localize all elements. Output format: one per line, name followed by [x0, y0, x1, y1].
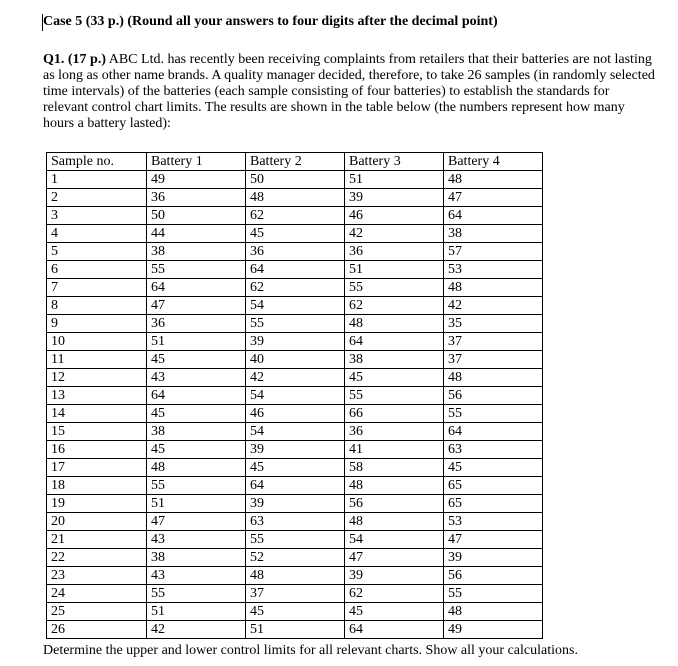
battery-hours-cell: 36 — [147, 315, 246, 333]
battery-hours-cell: 42 — [246, 369, 345, 387]
sample-number-cell: 2 — [47, 189, 147, 207]
sample-number-cell: 8 — [47, 297, 147, 315]
battery-hours-cell: 36 — [345, 423, 444, 441]
question-paragraph — [43, 52, 655, 132]
battery-hours-cell: 56 — [345, 495, 444, 513]
battery-hours-cell: 46 — [345, 207, 444, 225]
sample-number-cell: 1 — [47, 171, 147, 189]
battery-hours-cell: 54 — [246, 297, 345, 315]
battery-hours-cell: 54 — [246, 387, 345, 405]
battery-hours-cell: 64 — [444, 207, 543, 225]
sample-number-cell: 5 — [47, 243, 147, 261]
battery-hours-cell: 39 — [345, 189, 444, 207]
column-header: Battery 4 — [444, 153, 543, 171]
battery-hours-cell: 56 — [444, 387, 543, 405]
sample-number-cell: 21 — [47, 531, 147, 549]
instructions-footer: Determine the upper and lower control limits for all relevant charts. Show all your calculations. — [43, 643, 578, 658]
battery-hours-cell: 45 — [246, 459, 345, 477]
table-row — [47, 225, 543, 243]
battery-hours-cell: 44 — [147, 225, 246, 243]
battery-hours-cell: 64 — [246, 261, 345, 279]
battery-hours-cell: 45 — [444, 459, 543, 477]
battery-hours-cell: 43 — [147, 369, 246, 387]
battery-hours-cell: 52 — [246, 549, 345, 567]
sample-number-cell: 4 — [47, 225, 147, 243]
table-row — [47, 315, 543, 333]
table-row — [47, 333, 543, 351]
battery-hours-cell: 47 — [444, 189, 543, 207]
battery-hours-cell: 63 — [444, 441, 543, 459]
battery-hours-cell: 45 — [246, 603, 345, 621]
table-row — [47, 387, 543, 405]
question-label: Q1. (17 p.) — [43, 52, 106, 67]
sample-number-cell: 11 — [47, 351, 147, 369]
battery-hours-cell: 48 — [246, 567, 345, 585]
battery-hours-cell: 47 — [345, 549, 444, 567]
battery-hours-cell: 38 — [444, 225, 543, 243]
battery-hours-cell: 39 — [246, 495, 345, 513]
battery-hours-cell: 39 — [246, 441, 345, 459]
sample-number-cell: 20 — [47, 513, 147, 531]
battery-hours-cell: 55 — [147, 477, 246, 495]
battery-hours-cell: 38 — [147, 423, 246, 441]
battery-hours-cell: 37 — [444, 333, 543, 351]
sample-number-cell: 16 — [47, 441, 147, 459]
table-row — [47, 279, 543, 297]
table-row — [47, 189, 543, 207]
sample-number-cell: 10 — [47, 333, 147, 351]
sample-number-cell: 17 — [47, 459, 147, 477]
table-row — [47, 549, 543, 567]
sample-number-cell: 3 — [47, 207, 147, 225]
battery-hours-cell: 48 — [345, 513, 444, 531]
battery-hours-cell: 36 — [147, 189, 246, 207]
table-row — [47, 513, 543, 531]
table-row — [47, 459, 543, 477]
battery-hours-cell: 55 — [444, 405, 543, 423]
battery-hours-cell: 62 — [345, 297, 444, 315]
sample-number-cell: 26 — [47, 621, 147, 639]
sample-number-cell: 14 — [47, 405, 147, 423]
battery-hours-cell: 46 — [246, 405, 345, 423]
table-row — [47, 405, 543, 423]
sample-number-cell: 13 — [47, 387, 147, 405]
column-header: Battery 2 — [246, 153, 345, 171]
battery-hours-cell: 47 — [147, 513, 246, 531]
battery-hours-cell: 55 — [345, 387, 444, 405]
battery-hours-cell: 64 — [147, 387, 246, 405]
battery-hours-cell: 37 — [246, 585, 345, 603]
battery-hours-cell: 37 — [444, 351, 543, 369]
column-header: Battery 1 — [147, 153, 246, 171]
battery-hours-cell: 43 — [147, 567, 246, 585]
battery-hours-cell: 43 — [147, 531, 246, 549]
battery-hours-cell: 47 — [444, 531, 543, 549]
battery-hours-cell: 48 — [444, 603, 543, 621]
sample-number-cell: 25 — [47, 603, 147, 621]
battery-hours-cell: 39 — [444, 549, 543, 567]
case-heading: Case 5 (33 p.) (Round all your answers to four digits after the decimal point) — [43, 14, 498, 29]
battery-hours-cell: 48 — [147, 459, 246, 477]
table-row — [47, 603, 543, 621]
table-row — [47, 243, 543, 261]
sample-number-cell: 7 — [47, 279, 147, 297]
battery-hours-cell: 39 — [345, 567, 444, 585]
table-row — [47, 207, 543, 225]
battery-hours-cell: 51 — [246, 621, 345, 639]
table-row — [47, 297, 543, 315]
battery-hours-cell: 38 — [147, 549, 246, 567]
sample-number-cell: 19 — [47, 495, 147, 513]
battery-hours-cell: 65 — [444, 477, 543, 495]
table-row — [47, 261, 543, 279]
table-row — [47, 531, 543, 549]
battery-hours-cell: 54 — [246, 423, 345, 441]
column-header: Sample no. — [47, 153, 147, 171]
battery-hours-cell: 55 — [246, 531, 345, 549]
battery-hours-cell: 51 — [147, 495, 246, 513]
battery-hours-cell: 48 — [345, 315, 444, 333]
battery-hours-cell: 54 — [345, 531, 444, 549]
sample-number-cell: 22 — [47, 549, 147, 567]
battery-hours-cell: 45 — [147, 441, 246, 459]
battery-hours-cell: 50 — [246, 171, 345, 189]
battery-hours-cell: 64 — [246, 477, 345, 495]
battery-hours-cell: 36 — [345, 243, 444, 261]
question-text: ABC Ltd. has recently been receiving complaints from retailers that their batteries are not lasting as long as other name brands. A quality manager decided, therefore, to take 26 samples (in randomly selected time intervals) of the batteries (each sample consisting of four batteries) to establish the standards for relevant control chart limits. The results are shown in the table below (the numbers represent how many hours a battery lasted): — [43, 52, 655, 131]
sample-number-cell: 23 — [47, 567, 147, 585]
battery-hours-cell: 42 — [147, 621, 246, 639]
battery-hours-cell: 47 — [147, 297, 246, 315]
battery-data-table — [46, 152, 543, 639]
battery-hours-cell: 38 — [147, 243, 246, 261]
battery-hours-cell: 64 — [345, 333, 444, 351]
battery-hours-cell: 50 — [147, 207, 246, 225]
battery-hours-cell: 51 — [147, 333, 246, 351]
sample-number-cell: 9 — [47, 315, 147, 333]
battery-hours-cell: 45 — [147, 351, 246, 369]
battery-hours-cell: 64 — [345, 621, 444, 639]
table-row — [47, 369, 543, 387]
sample-number-cell: 24 — [47, 585, 147, 603]
sample-number-cell: 18 — [47, 477, 147, 495]
battery-hours-cell: 65 — [444, 495, 543, 513]
sample-number-cell: 12 — [47, 369, 147, 387]
battery-hours-cell: 53 — [444, 261, 543, 279]
table-row — [47, 495, 543, 513]
battery-hours-cell: 40 — [246, 351, 345, 369]
battery-hours-cell: 62 — [246, 207, 345, 225]
battery-hours-cell: 55 — [147, 585, 246, 603]
battery-hours-cell: 36 — [246, 243, 345, 261]
battery-hours-cell: 39 — [246, 333, 345, 351]
battery-hours-cell: 62 — [246, 279, 345, 297]
table-row — [47, 171, 543, 189]
battery-hours-cell: 56 — [444, 567, 543, 585]
table-row — [47, 477, 543, 495]
battery-hours-cell: 57 — [444, 243, 543, 261]
battery-hours-cell: 38 — [345, 351, 444, 369]
battery-hours-cell: 55 — [444, 585, 543, 603]
battery-hours-cell: 55 — [147, 261, 246, 279]
battery-hours-cell: 64 — [444, 423, 543, 441]
table-row — [47, 423, 543, 441]
sample-number-cell: 15 — [47, 423, 147, 441]
table-row — [47, 351, 543, 369]
battery-hours-cell: 45 — [147, 405, 246, 423]
battery-hours-cell: 48 — [444, 279, 543, 297]
battery-hours-cell: 35 — [444, 315, 543, 333]
table-row — [47, 585, 543, 603]
battery-hours-cell: 55 — [246, 315, 345, 333]
battery-hours-cell: 49 — [147, 171, 246, 189]
battery-hours-cell: 64 — [147, 279, 246, 297]
battery-hours-cell: 42 — [345, 225, 444, 243]
battery-hours-cell: 51 — [345, 261, 444, 279]
table-row — [47, 441, 543, 459]
battery-hours-cell: 58 — [345, 459, 444, 477]
table-header-row — [47, 153, 543, 171]
battery-hours-cell: 63 — [246, 513, 345, 531]
battery-hours-cell: 48 — [246, 189, 345, 207]
battery-hours-cell: 45 — [345, 369, 444, 387]
battery-hours-cell: 41 — [345, 441, 444, 459]
battery-hours-cell: 49 — [444, 621, 543, 639]
battery-hours-cell: 51 — [345, 171, 444, 189]
battery-hours-cell: 51 — [147, 603, 246, 621]
battery-hours-cell: 66 — [345, 405, 444, 423]
battery-hours-cell: 45 — [345, 603, 444, 621]
battery-hours-cell: 45 — [246, 225, 345, 243]
column-header: Battery 3 — [345, 153, 444, 171]
table-row — [47, 621, 543, 639]
battery-hours-cell: 53 — [444, 513, 543, 531]
sample-number-cell: 6 — [47, 261, 147, 279]
battery-hours-cell: 48 — [444, 369, 543, 387]
battery-hours-cell: 48 — [444, 171, 543, 189]
battery-hours-cell: 48 — [345, 477, 444, 495]
battery-hours-cell: 62 — [345, 585, 444, 603]
battery-hours-cell: 42 — [444, 297, 543, 315]
table-row — [47, 567, 543, 585]
battery-hours-cell: 55 — [345, 279, 444, 297]
